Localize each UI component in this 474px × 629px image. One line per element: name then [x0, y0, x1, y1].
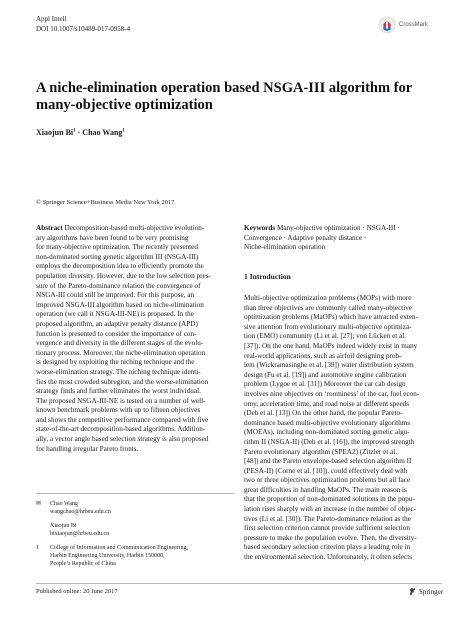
contact-email-link[interactable]: wangchao@hrbeu.edu.cn — [50, 509, 111, 515]
intro-line: design (Fu et al. [19]) and automotive engine calibration — [244, 370, 407, 379]
keywords-line: Convergence · Adaptive penalty distance · — [244, 233, 367, 242]
intro-line: dominance based multi-objective evolutionary algorithms — [244, 418, 411, 427]
intro-line: first selection criterion cannot provide sufficient selection — [244, 524, 410, 533]
intro-line: (Deb et al. [13]) On the other hand, the popular Pareto- — [244, 409, 403, 418]
crossmark-icon — [378, 16, 396, 34]
intro-line: tion (EMO) community (Li et al. [27]; von Lücken et al. — [244, 332, 407, 341]
journal-name: Appl Intell — [36, 15, 67, 23]
publisher-logo[interactable] — [408, 587, 443, 596]
affiliation-line: Harbin Engineering University, Harbin 150000, — [50, 553, 165, 559]
intro-line: great difficulties in handling MaOPs. The main reason is — [244, 485, 407, 494]
abstract-line: for many-objective optimization. The recently presented — [36, 243, 198, 252]
abstract-line: known benchmark problems with up to fifteen objectives — [36, 406, 201, 415]
introduction-body — [244, 294, 442, 563]
intro-line: pressure to make the population evolve. Then, the diversity- — [244, 533, 417, 542]
abstract-line: Decomposition-based multi-objective evolution- — [64, 224, 205, 232]
abstract-line: is designed by exploiting the niching technique and the — [36, 358, 195, 367]
abstract-line: employs the decomposition idea to efficiently promote the — [36, 262, 204, 271]
abstract-line: for handling irregular Pareto fronts. — [36, 444, 139, 453]
affiliation-text — [50, 544, 234, 568]
footnote-divider — [36, 493, 234, 494]
affiliation-number: 1 — [36, 545, 39, 551]
intro-line: the environmental selection. Unfortunately, it often selects — [244, 553, 412, 562]
journal-header — [36, 15, 130, 34]
contact-email-link[interactable]: bixiaojun@hrbeu.edu.cn — [50, 531, 110, 537]
abstract-label: Abstract — [36, 224, 63, 232]
affiliation-marker: 1 — [122, 128, 125, 134]
affiliation-marker: 1 — [73, 128, 76, 134]
intro-line: [48]) and the Pareto envelope-based selection algorithm II — [244, 457, 412, 466]
intro-line: than three objectives are commonly called many-objective — [244, 303, 413, 312]
affiliation-line: College of Information and Communication Engineering, — [50, 545, 188, 551]
contact-name: Xiaojun Bi — [50, 523, 77, 529]
abstract-line: NSGA-III could still be improved. For this purpose, an — [36, 291, 195, 300]
springer-horse-icon — [408, 587, 417, 596]
abstract-line: vergence and diversity in the different stages of the evolu- — [36, 339, 204, 348]
abstract-line: sure of the Pareto-dominance relation the convergence of — [36, 281, 201, 290]
abstract-line: strategy finds and further eliminates the worst individual. — [36, 387, 201, 396]
abstract-line: ally, a vector angle based selection strategy is also proposed — [36, 435, 209, 444]
intro-line: real-world applications, such as airfoil designing prob- — [244, 351, 402, 360]
section-heading-introduction: 1 Introduction — [244, 272, 291, 281]
abstract-line: tionary process. Moreover, the niche-elimination operation — [36, 348, 206, 357]
published-date: Published online: 20 June 2017 — [36, 588, 118, 595]
publisher-name: Springer — [419, 587, 444, 596]
keywords-first-line — [244, 224, 442, 234]
abstract-line: worse-elimination strategy. The niching technique identi- — [36, 367, 201, 376]
abstract-line: fies the most crowded subregion, and the worse-elimination — [36, 377, 209, 386]
intro-line: Pareto evolutionary algorithm (SPEA2) (Zitzler et al. — [244, 447, 398, 456]
author-separator: · — [75, 128, 83, 137]
doi-text: DOI 10.1007/s10489-017-0958-4 — [36, 24, 131, 33]
abstract-line: function is presented to consider the importance of con- — [36, 329, 197, 338]
intro-line: (PESA-II) (Corne et al. [10]), could effectively deal with — [244, 466, 408, 475]
abstract-line: and shows the competitive performance compared with five — [36, 415, 209, 424]
intro-line: (MOEAs), including non-dominated sorting genetic algo- — [244, 428, 410, 437]
abstract-line: non-dominated sorting genetic algorithm III (NSGA-III) — [36, 252, 199, 261]
intro-line: tives (Li et al. [30]). The Pareto-dominance relation as the — [244, 514, 411, 523]
contact-footnote — [36, 500, 234, 538]
envelope-icon: ✉ — [36, 501, 42, 507]
intro-line: sive attention from evolutionary multi-objective optimiza- — [244, 322, 412, 331]
keywords-line: Niche-elimination operation — [244, 243, 326, 252]
keywords-label: Keywords — [244, 224, 276, 232]
intro-line: omy, acceleration time, and road noise at different speeds — [244, 399, 410, 408]
abstract-line: state-of-the-art decomposition-based algorithms. Addition- — [36, 425, 206, 434]
abstract-line: population diversity. However, due to the low selection pres- — [36, 271, 211, 280]
crossmark-badge[interactable] — [378, 16, 428, 34]
author-name[interactable]: Chao Wang — [82, 128, 123, 137]
footnotes-block — [36, 500, 234, 568]
keywords-line: Many-objective optimization · NSGA-III · — [276, 224, 400, 232]
author-name[interactable]: Xiaojun Bi — [36, 128, 74, 137]
author-list — [36, 128, 125, 137]
intro-line: lation rises sharply with an increase in the number of objec- — [244, 505, 417, 514]
keywords-block — [244, 224, 442, 253]
intro-line: optimization problems (MaOPs) which have attracted exten- — [244, 313, 419, 322]
abstract-line: improved NSGA-III algorithm based on niche-elimination — [36, 300, 204, 309]
affiliation-line: People’s Republic of China — [50, 561, 116, 567]
abstract-block — [36, 224, 234, 454]
intro-line: rithm II (NSGA-II) (Deb et al. [16]), the improved strength — [244, 437, 415, 446]
intro-line: problem (Lygoe et al. [31]) Moreover the car cab design — [244, 380, 406, 389]
intro-line: involves nine objectives on ‘roominess’ of the car, fuel econ- — [244, 389, 420, 398]
abstract-line: ary algorithms have been found to be very promising — [36, 233, 189, 242]
paper-title: A niche-elimination operation based NSGA-III algorithm for many-objective optimization — [36, 80, 412, 113]
intro-line: that the proportion of non-dominated solutions in the popu- — [244, 495, 415, 504]
abstract-line: proposed algorithm, an adaptive penalty distance (APD) — [36, 319, 198, 328]
intro-line: two or three objectives optimization problems but all face — [244, 476, 411, 485]
abstract-line: operation (we call it NSGA-III-NE) is proposed. In the — [36, 310, 194, 319]
contact-name: Chao Wang — [50, 501, 78, 507]
intro-line: Multi-objective optimization problems (MOPs) with more — [244, 294, 412, 302]
intro-line: lem (Wickramasinghe et al. [39]) water distribution system — [244, 361, 414, 370]
abstract-first-line — [36, 224, 234, 234]
crossmark-label: CrossMark — [399, 22, 429, 28]
intro-line: based secondary selection criterion plays a leading role in — [244, 543, 411, 552]
intro-line: [37]). On the one hand, MaOPs indeed widely exist in many — [244, 341, 418, 350]
abstract-line: The proposed NSGA-III-NE is tested on a number of well- — [36, 396, 206, 405]
copyright-notice: © Springer Science+Business Media New York 2017 — [36, 199, 175, 206]
affiliation-footnote — [36, 544, 234, 568]
contact-details — [50, 500, 234, 538]
bottom-divider — [36, 583, 442, 584]
